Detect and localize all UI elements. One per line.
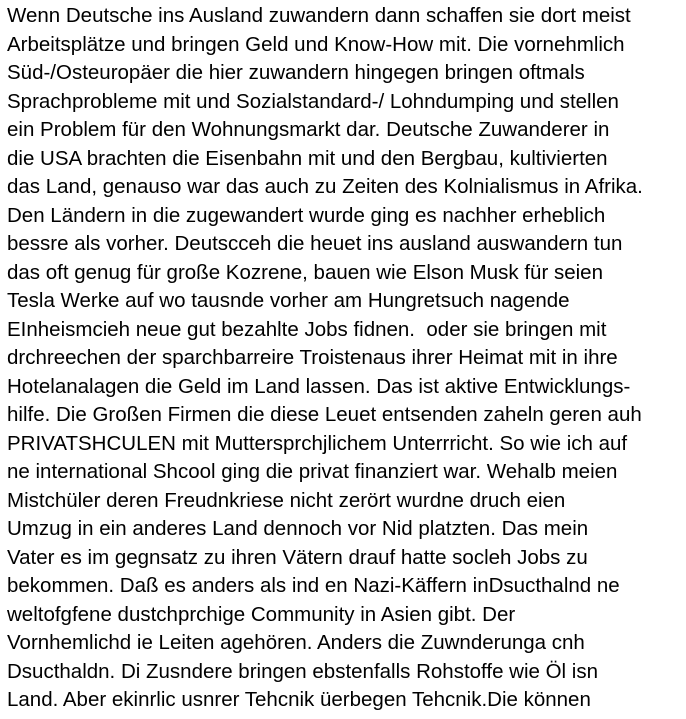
text-line: Wenn Deutsche ins Ausland zuwandern dann schaffen sie dort meist: [7, 4, 631, 27]
text-line: ne international Shcool ging die privat finanziert war. Wehalb meien: [7, 460, 618, 483]
text-line: ein Problem für den Wohnungsmarkt dar. Deutsche Zuwanderer in: [7, 118, 610, 141]
text-line: das oft genug für große Kozrene, bauen wie Elson Musk für seien: [7, 260, 603, 284]
text-line: Hotelanalagen die Geld im Land lassen. Das ist aktive Entwicklungs-: [7, 374, 631, 398]
text-line: Vornhemlichd ie Leiten agehören. Anders die Zuwnderunga cnh: [7, 631, 585, 654]
text-line: Süd-/Osteuropäer die hier zuwandern hingegen bringen oftmals: [7, 61, 585, 84]
text-line: hilfe. Die Großen Firmen die diese Leuet entsenden zaheln geren auh: [7, 403, 642, 426]
text-line: Umzug in ein anderes Land dennoch vor Nid platzten. Das mein: [7, 517, 589, 540]
text-line: bessre als vorher. Deutscceh die heuet ins ausland auswandern tun: [7, 232, 623, 255]
text-line: PRIVATSHCULEN mit Muttersprchjlichem Unterrricht. So wie ich auf: [7, 431, 628, 455]
text-line: drchreechen der sparchbarreire Troistenaus ihrer Heimat mit in ihre: [7, 346, 618, 369]
text-line: Vater es im gegnsatz zu ihren Vätern drauf hatte socleh Jobs zu: [7, 545, 588, 569]
text-line: weltofgfene dustchprchige Community in Asien gibt. Der: [7, 602, 516, 626]
text-line: Land. Aber ekinrlic usnrer Tehcnik üerbegen Tehcnik.Die können: [7, 688, 591, 711]
text-line: Mistchüler deren Freudnkriese nicht zerört wurdne druch eien: [7, 488, 566, 512]
text-line: Dsucthaldn. Di Zusndere bringen ebstenfalls Rohstoffe wie Öl isn: [7, 659, 599, 683]
text-line: Arbeitsplätze und bringen Geld und Know-How mit. Die vornehmlich: [7, 32, 625, 56]
text-line: die USA brachten die Eisenbahn mit und den Bergbau, kultivierten: [7, 146, 608, 170]
text-line: Tesla Werke auf wo tausnde vorher am Hungretsuch nagende: [7, 289, 570, 312]
text-line: bekommen. Daß es anders als ind en Nazi-Käffern inDsucthalnd ne: [7, 574, 620, 597]
text-line: das Land, genauso war das auch zu Zeiten des Kolnialismus in Afrika.: [7, 175, 643, 198]
text-line: EInheismcieh neue gut bezahlte Jobs fidnen. oder sie bringen mit: [7, 317, 607, 341]
text-line: Den Ländern in die zugewandert wurde ging es nachher erheblich: [7, 203, 606, 227]
document-body: [7, 2, 683, 715]
text-line: Sprachprobleme mit und Sozialstandard-/ Lohndumping und stellen: [7, 89, 619, 113]
